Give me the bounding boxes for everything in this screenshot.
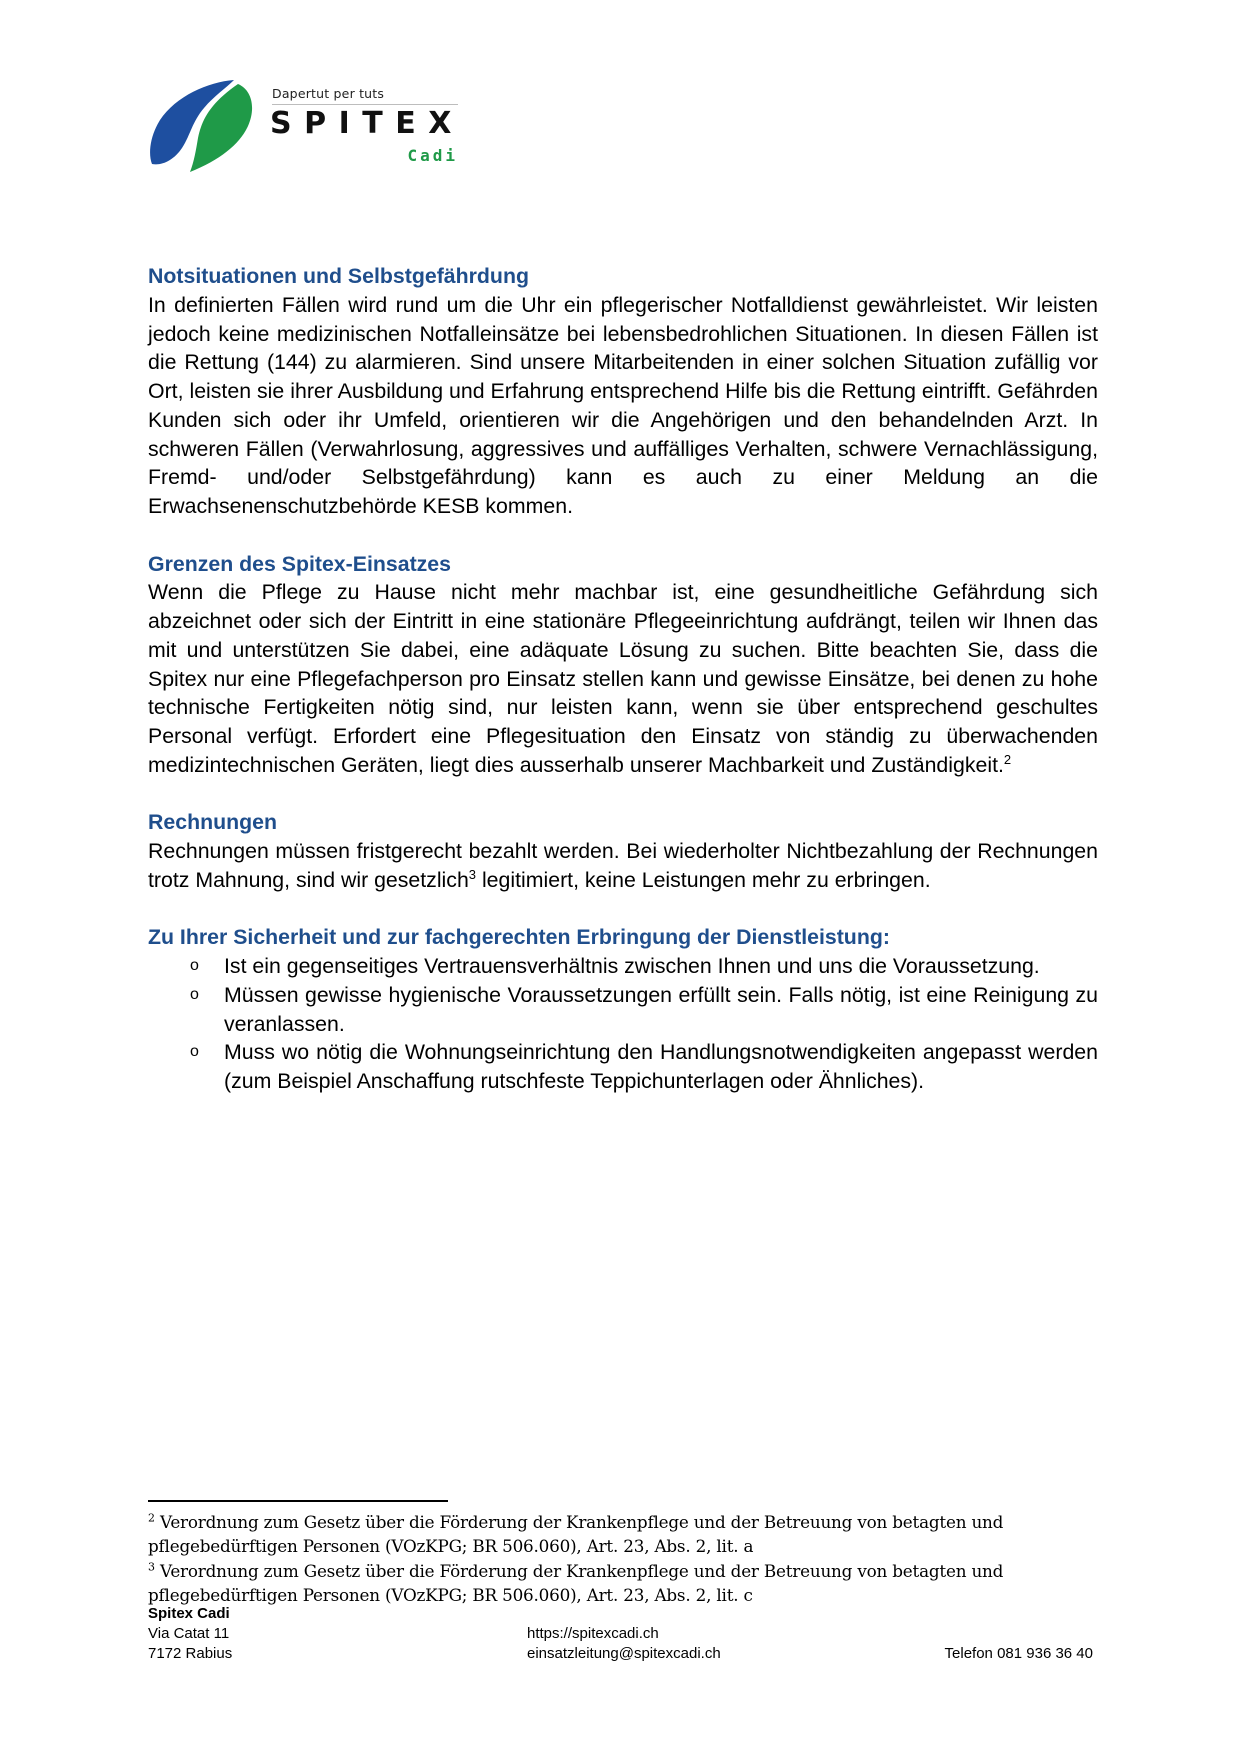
footnote-ref[interactable]: 2 <box>1003 751 1012 767</box>
footnote-text: Verordnung zum Gesetz über die Förderung der Krankenpflege und der Betreuung von betagten und pflegebedürftigen Personen (VOzKPG; BR 506.060), Art. 23, Abs. 2, lit. a <box>148 1512 1004 1557</box>
footnote-separator <box>148 1500 448 1502</box>
paragraph-text: legitimiert, keine Leistungen mehr zu erbringen. <box>476 867 931 892</box>
footer-website-link[interactable]: https://spitexcadi.ch <box>527 1625 659 1642</box>
footnote-item <box>148 1559 1098 1608</box>
list-item-text: Ist ein gegenseitiges Vertrauensverhältnis zwischen Ihnen und uns die Voraussetzung. <box>224 954 1040 978</box>
footnote-text: Verordnung zum Gesetz über die Förderung der Krankenpflege und der Betreuung von betagten und pflegebedürftigen Personen (VOzKPG; BR 506.060), Art. 23, Abs. 2, lit. c <box>148 1560 1004 1605</box>
footer-street: Via Catat 11 <box>148 1625 230 1642</box>
section-heading: Rechnungen <box>148 810 277 835</box>
logo-rule <box>272 104 458 105</box>
footer-org-name: Spitex Cadi <box>148 1605 230 1622</box>
footnotes <box>148 1510 1098 1607</box>
section-heading: Notsituationen und Selbstgefährdung <box>148 264 529 288</box>
list-item-text: Muss wo nötig die Wohnungseinrichtung den Handlungsnotwendigkeiten angepasst werden (zum Beispiel Anschaffung rutschfeste Teppichunterlagen oder Ähnliches). <box>224 1040 1098 1093</box>
logo-subbrand: Cadi <box>407 146 458 165</box>
footer-phone: Telefon 081 936 36 40 <box>944 1645 1093 1662</box>
footnote-ref[interactable]: 3 <box>468 866 477 882</box>
footer-contact <box>527 1624 721 1664</box>
footer-city: 7172 Rabius <box>148 1645 233 1662</box>
spitex-leaf-logo-icon <box>148 78 263 174</box>
list-item <box>148 981 1098 1039</box>
list-item <box>148 1038 1098 1096</box>
section-limits <box>148 550 1098 780</box>
section-heading: Zu Ihrer Sicherheit und zur fachgerechten Erbringung der Dienstleistung: <box>148 925 890 950</box>
circle-bullet-icon: o <box>190 985 199 1003</box>
footnote-item <box>148 1510 1098 1559</box>
section-emergencies <box>148 262 1098 521</box>
circle-bullet-icon: o <box>190 957 199 974</box>
paragraph-text: Rechnungen müssen fristgerecht bezahlt werden. Bei wiederholter Nichtbezahlung der Rechnungen trotz Mahnung, sind wir gesetzlich <box>148 839 1098 892</box>
paragraph-text: Wenn die Pflege zu Hause nicht mehr machbar ist, eine gesundheitliche Gefährdung sich abzeichnet oder sich der Eintritt in eine stationäre Pflegeeinrichtung aufdrängt, teilen wir Ihnen das mit und unterstützen Sie dabei, eine adäquate Lösung zu suchen. Bitte beachten Sie, dass die Spitex nur eine Pflegefachperson pro Einsatz stellen kann und gewisse Einsätze, bei denen zu hohe technische Fertigkeiten nötig sind, nur leisten kann, wenn sie über entsprechend geschultes Personal verfügt. Erfordert eine Pflegesituation den Einsatz von ständig zu überwachenden medizintechnischen Geräten, liegt dies ausserhalb unserer Machbarkeit und Zuständigkeit. <box>148 580 1098 777</box>
footer-email-link[interactable]: einsatzleitung@spitexcadi.ch <box>527 1645 721 1662</box>
footnote-number: 2 <box>148 1511 155 1525</box>
list-item-text: Müssen gewisse hygienische Voraussetzungen erfüllt sein. Falls nötig, ist eine Reinigung zu veranlassen. <box>224 982 1098 1036</box>
list-item <box>148 952 1098 981</box>
document-body <box>148 262 1098 1096</box>
circle-bullet-icon: o <box>190 1043 199 1061</box>
section-safety <box>148 923 1098 1096</box>
logo-brand: SPITEX <box>270 106 464 141</box>
footer-address <box>148 1624 232 1664</box>
safety-list <box>148 952 1098 1096</box>
footnote-number: 3 <box>148 1560 155 1573</box>
section-heading: Grenzen des Spitex-Einsatzes <box>148 551 451 576</box>
section-paragraph <box>148 578 1098 779</box>
section-paragraph <box>148 837 1098 895</box>
spitex-logo <box>148 78 468 174</box>
section-invoices <box>148 808 1098 894</box>
logo-tagline: Dapertut per tuts <box>272 86 385 101</box>
page-footer <box>148 1604 1093 1662</box>
section-paragraph: In definierten Fällen wird rund um die Uhr ein pflegerischer Notfalldienst gewährleistet. Wir leisten jedoch keine medizinischen Notfalleinsätze bei lebensbedrohlichen Situationen. In diesen Fällen ist die Rettung (144) zu alarmieren. Sind unsere Mitarbeitenden in einer solchen Situation zufällig vor Ort, leisten sie ihrer Ausbildung und Erfahrung entsprechend Hilfe bis die Rettung eintrifft. Gefährden Kunden sich oder ihr Umfeld, orientieren wir die Angehörigen und den behandelnden Arzt. In schweren Fällen (Verwahrlosung, aggressives und auffälliges Verhalten, schwere Vernachlässigung, Fremd- und/oder Selbstgefährdung) kann es auch zu einer Meldung an die Erwachsenenschutzbehörde KESB kommen. <box>148 292 1098 518</box>
